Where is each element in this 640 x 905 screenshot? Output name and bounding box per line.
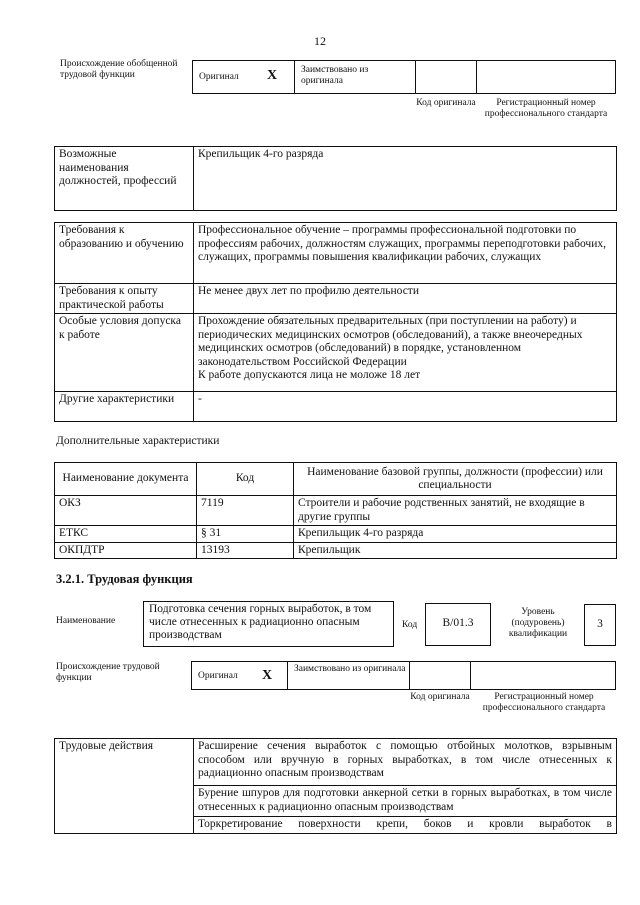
original-label: Оригинал xyxy=(199,72,239,82)
origin-original-cell xyxy=(192,60,295,94)
code-caption: Код оригинала xyxy=(410,692,470,702)
original-mark: X xyxy=(267,68,278,83)
origin2-original-cell xyxy=(191,661,288,690)
function-title: 3.2.1. Трудовая функция xyxy=(56,572,193,586)
req-other-label: Другие характеристики xyxy=(55,392,194,422)
origin-reg-cell xyxy=(476,60,616,94)
function-code-label: Код xyxy=(402,620,418,630)
add-header-code: Код xyxy=(197,463,294,496)
add-row-doc: ОКПДТР xyxy=(55,542,197,559)
req-special-value: Прохождение обязательных предварительных (при поступлении на работу) и периодических медицинских осмотров (обследований), а также внеочередных медицинских осмотров (обследований) в порядке, установленном законодательством Российской Федерации xyxy=(198,315,583,368)
origin2-label: Происхождение трудовой функции xyxy=(56,662,160,683)
actions-label: Трудовые действия xyxy=(55,739,194,834)
add-row-doc: ЕТКС xyxy=(55,526,197,543)
action-item: Торкретирование поверхности крепи, боков и кровли выработок в xyxy=(194,817,617,834)
req-other-value: - xyxy=(194,392,617,422)
original-mark: X xyxy=(262,668,273,683)
reg-caption: Регистрационный номер профессионального стандарта xyxy=(482,692,606,713)
requirements-table xyxy=(54,222,617,422)
borrowed-label: Заимствовано из оригинала xyxy=(294,664,406,674)
add-row-code: § 31 xyxy=(197,526,294,543)
add-row-name: Строители и рабочие родственных занятий, не входящие в другие группы xyxy=(294,496,617,526)
origin2-reg-cell xyxy=(470,661,616,690)
req-experience-label: Требования к опыту практической работы xyxy=(55,284,194,314)
req-special-label: Особые условия допуска к работе xyxy=(55,314,194,392)
function-level-value: 3 xyxy=(584,604,616,646)
add-row-code: 7119 xyxy=(197,496,294,526)
req-experience-value: Не менее двух лет по профилю деятельности xyxy=(194,284,617,314)
function-name-label: Наименование xyxy=(56,616,116,626)
action-item: Расширение сечения выработок с помощью отбойных молотков, взрывным способом или вручную в горных выработках, в том числе отнесенных к радиационно опасным производствам xyxy=(194,739,617,786)
add-row-name: Крепильщик 4-го разряда xyxy=(294,526,617,543)
additional-table xyxy=(54,462,617,559)
origin-borrowed-cell xyxy=(294,60,416,94)
add-header-doc: Наименование документа xyxy=(55,463,197,496)
add-row-code: 13193 xyxy=(197,542,294,559)
add-row-name: Крепильщик xyxy=(294,542,617,559)
add-row-doc: ОКЗ xyxy=(55,496,197,526)
req-special-age: К работе допускаются лица не моложе 18 лет xyxy=(198,369,421,381)
function-level-label: Уровень (подуровень) квалификации xyxy=(508,607,568,639)
req-education-label: Требования к образованию и обучению xyxy=(55,223,194,284)
action-item: Бурение шпуров для подготовки анкерной сетки в горных выработках, в том числе отнесенных к радиационно опасным производствам xyxy=(194,786,617,817)
reg-caption: Регистрационный номер профессионального стандарта xyxy=(484,98,608,119)
origin2-borrowed-cell xyxy=(287,661,410,690)
positions-label: Возможные наименования должностей, профессий xyxy=(55,147,194,211)
positions-table xyxy=(54,146,617,211)
original-label: Оригинал xyxy=(198,671,238,681)
function-code-value: B/01.3 xyxy=(425,603,491,646)
origin-code-cell xyxy=(415,60,477,94)
req-special-cell xyxy=(194,314,617,392)
origin2-code-cell xyxy=(409,661,471,690)
function-name-value: Подготовка сечения горных выработок, в том числе отнесенных к радиационно опасным производствам xyxy=(143,601,394,647)
code-caption: Код оригинала xyxy=(416,98,476,108)
additional-title: Дополнительные характеристики xyxy=(56,435,220,447)
origin-label: Происхождение обобщенной трудовой функции xyxy=(60,59,178,80)
add-header-name: Наименование базовой группы, должности (профессии) или специальности xyxy=(294,463,617,496)
page-number: 12 xyxy=(314,34,326,48)
req-education-value: Профессиональное обучение – программы профессиональной подготовки по профессиям рабочих, должностям служащих, программы переподготовки рабочих, служащих, программы повышения квалификации рабочих, служащих xyxy=(194,223,617,284)
positions-value: Крепильщик 4-го разряда xyxy=(194,147,617,211)
actions-table xyxy=(54,738,617,834)
borrowed-label: Заимствовано из оригинала xyxy=(301,65,369,86)
